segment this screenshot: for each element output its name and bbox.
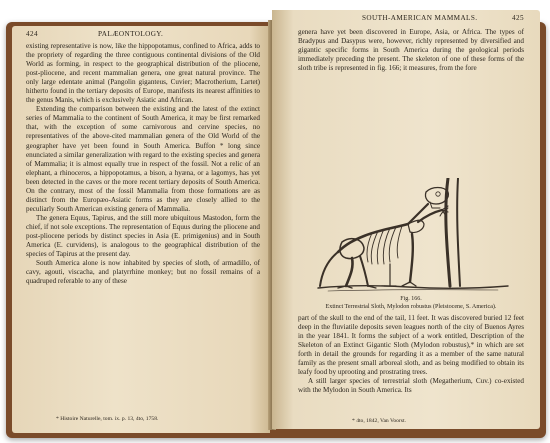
left-page-body xyxy=(26,42,260,286)
right-paragraph: A still larger species of terrestrial sloth (Megatherium, Cuv.) co-existed with the Mylodon in South America. Its xyxy=(298,377,524,395)
right-running-head: SOUTH-AMERICAN MAMMALS. xyxy=(362,14,478,22)
figure-number: Fig. 166. xyxy=(400,296,422,302)
right-paragraph: part of the skull to the end of the tail, 11 feet. It was discovered buried 12 feet deep in the fluviatile deposits seven leagues north of the city of Buenos Ayres in the year 1841. It forms the subject of a work entitled, Description of the Skeleton of an Extinct Gigantic Sloth (Mylodon robustus),* in which are set forth in detail the grounds for regarding it as a member of the same natural family as the present small arboreal sloth, and as being modified to obtain its leafy food by uprooting and prostrating trees. xyxy=(298,314,524,377)
right-page-number: 425 xyxy=(512,14,524,22)
right-footnote: * 4to, 1842, Van Voorst. xyxy=(352,418,406,424)
right-lower-body xyxy=(298,314,524,395)
left-paragraph: Extending the comparison between the existing and the latest of the extinct series of Mammalia to the continent of South America, it may be first remarked that, with the exception of some carnivorous and cervine species, no representatives of the above-cited mammalian genera of the Old World of the geographer have yet been found in South America. Buffon * long since enunciated a similar generalization with regard to the existing species and genera of Mammalia; it is almost equally true in respect of the fossil. Not a relic of an elephant, a rhinoceros, a hippopotamus, a bison, a hyæna, or a lagomys, has yet been detected in the caves or the more recent tertiary deposits of South America. On the contrary, most of the fossil Mammalia from those formations are as distinct from the Europæo-Asiatic forms as they are closely allied to the peculiarly South American existing genera of Mammalia. xyxy=(26,105,260,213)
left-page-header xyxy=(12,26,270,40)
sloth-skeleton-figure xyxy=(298,178,524,310)
left-paragraph: existing representative is now, like the hippopotamus, confined to Africa, adds to the propriety of regarding the three contiguous continental divisions of the Old World as forming, in respect to the geographical distribution of the pliocene, post-pliocene, and recent mammalian genera, one great natural province. The only large edentate animal (Pangolin giganteus, Cuvier; Macrotherium, Lartet) hitherto found in the tertiary deposits of Europe, manifests its nearest affinities to the genus Manis, which is exclusively Asiatic and African. xyxy=(26,42,260,105)
left-page xyxy=(12,26,270,433)
right-upper-body xyxy=(298,28,524,73)
figure-caption: Extinct Terrestrial Sloth, Mylodon robustus (Pleistocene, S. America). xyxy=(325,304,497,310)
left-paragraph: The genera Equus, Tapirus, and the still more ubiquitous Mastodon, form the chief, if not sole exceptions. The representation of Equus during the pliocene and post-pliocene periods by distinct species in Asia (E. primigenius) and in South America (E. curvidens), is analogous to the geographical distribution of the species of Tapirus at the present day. xyxy=(26,213,260,259)
right-paragraph: genera have yet been discovered in Europe, Asia, or Africa. The types of Bradypus and Dasypus were, however, richly represented by diversified and gigantic specific forms in South America during the geological periods immediately preceding the present. The skeleton of one of these forms of the sloth tribe is represented in fig. 166; it measures, from the fore xyxy=(298,28,524,73)
left-footnote: * Histoire Naturelle, tom. ix. p. 13, 4to, 1758. xyxy=(56,416,159,422)
left-paragraph: South America alone is now inhabited by species of sloth, of armadillo, of cavy, agouti, viscacha, and platyrrhine monkey; but no fossil remains of a quadruped referable to any of these xyxy=(26,259,260,286)
sloth-skeleton-illustration xyxy=(298,178,524,294)
left-page-number: 424 xyxy=(26,30,38,38)
right-page-header xyxy=(272,10,540,24)
right-page xyxy=(272,10,540,429)
left-running-head: PALÆONTOLOGY. xyxy=(98,30,164,38)
